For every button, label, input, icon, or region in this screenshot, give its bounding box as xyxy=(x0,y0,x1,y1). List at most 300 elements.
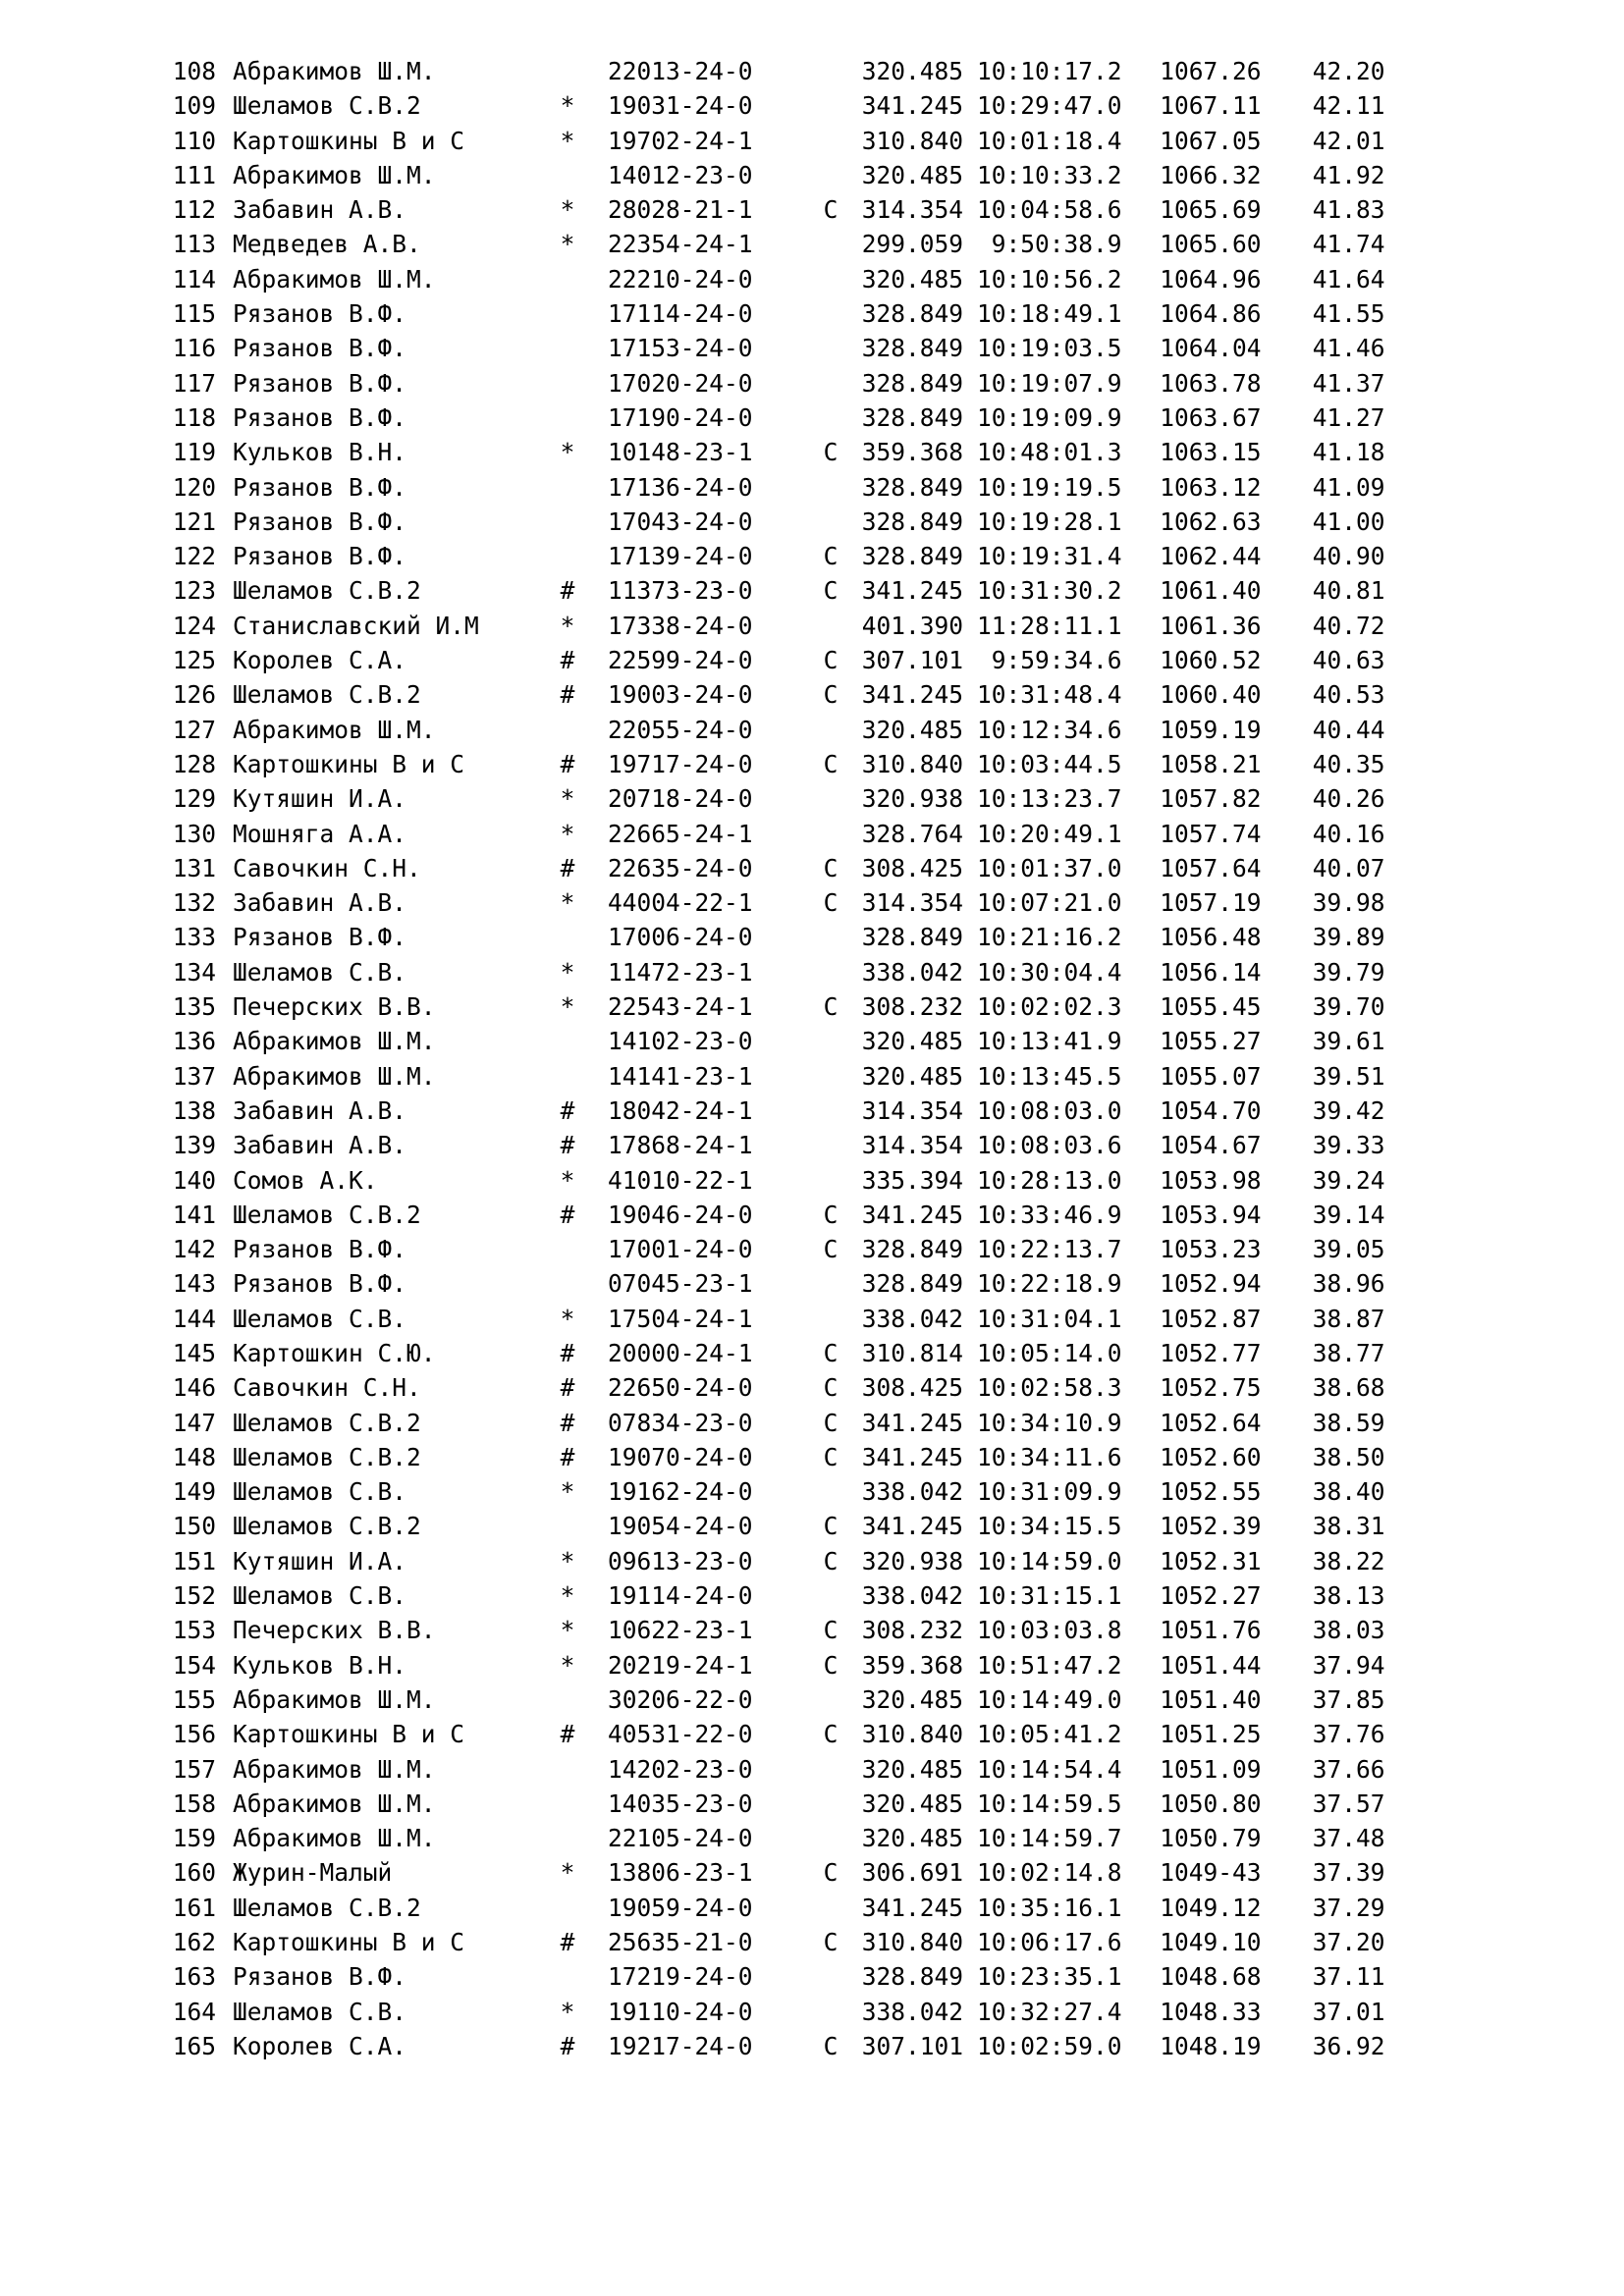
cell-mark: * xyxy=(560,1477,575,1507)
cell-speed: 1052.94 xyxy=(1160,1269,1262,1299)
cell-flag: C xyxy=(823,1442,839,1471)
cell-flag xyxy=(816,1163,845,1198)
cell-time: 10:01:18.4 xyxy=(977,126,1122,155)
cell-id: 14202-23-0 xyxy=(608,1754,753,1784)
cell-points: 38.68 xyxy=(1312,1373,1385,1403)
cell-id: 14012-23-0 xyxy=(608,160,753,189)
cell-flag xyxy=(816,1128,845,1162)
cell-mark: # xyxy=(560,1200,575,1229)
cell-rank: 114 xyxy=(172,264,216,294)
cell-speed: 1064.96 xyxy=(1160,264,1262,294)
cell-mark: * xyxy=(560,784,575,814)
cell-mark: * xyxy=(560,438,575,467)
cell-mark xyxy=(549,1232,586,1266)
cell-distance: 314.354 xyxy=(861,888,963,918)
cell-id: 40531-22-0 xyxy=(608,1720,753,1749)
cell-flag xyxy=(816,1094,845,1128)
cell-time: 10:01:37.0 xyxy=(977,853,1122,882)
cell-speed: 1052.39 xyxy=(1160,1512,1262,1541)
cell-distance: 307.101 xyxy=(861,646,963,675)
cell-speed: 1052.27 xyxy=(1160,1581,1262,1611)
cell-rank: 138 xyxy=(172,1095,216,1125)
cell-id: 17139-24-0 xyxy=(608,542,753,571)
cell-speed: 1055.45 xyxy=(1160,992,1262,1022)
table-row xyxy=(165,1578,1385,1613)
cell-speed: 1061.40 xyxy=(1160,576,1262,606)
cell-distance: 328.849 xyxy=(861,334,963,363)
cell-id: 10622-23-1 xyxy=(608,1616,753,1645)
cell-rank: 120 xyxy=(172,472,216,502)
cell-distance: 341.245 xyxy=(861,1408,963,1437)
cell-time: 10:31:48.4 xyxy=(977,680,1122,710)
cell-name: Печерских В.В. xyxy=(233,992,436,1022)
cell-distance: 314.354 xyxy=(861,1095,963,1125)
cell-rank: 146 xyxy=(172,1373,216,1403)
cell-points: 36.92 xyxy=(1312,2031,1385,2060)
table-row xyxy=(165,1336,1385,1370)
cell-distance: 359.368 xyxy=(861,438,963,467)
cell-id: 20000-24-1 xyxy=(608,1338,753,1367)
cell-name: Абракимов Ш.М. xyxy=(233,1789,436,1818)
cell-id: 19217-24-0 xyxy=(608,2031,753,2060)
cell-time: 10:14:59.5 xyxy=(977,1789,1122,1818)
cell-distance: 328.849 xyxy=(861,1235,963,1264)
cell-name: Абракимов Ш.М. xyxy=(233,264,436,294)
cell-flag xyxy=(816,88,845,123)
cell-rank: 157 xyxy=(172,1754,216,1784)
cell-id: 18042-24-1 xyxy=(608,1095,753,1125)
cell-points: 41.83 xyxy=(1312,195,1385,225)
cell-points: 42.01 xyxy=(1312,126,1385,155)
cell-distance: 338.042 xyxy=(861,1997,963,2026)
cell-id: 22105-24-0 xyxy=(608,1824,753,1853)
table-row xyxy=(165,1855,1385,1890)
cell-flag xyxy=(816,1266,845,1301)
cell-mark: * xyxy=(560,1650,575,1680)
cell-distance: 328.849 xyxy=(861,402,963,432)
cell-speed: 1055.07 xyxy=(1160,1061,1262,1091)
cell-id: 41010-22-1 xyxy=(608,1165,753,1195)
table-row xyxy=(165,1266,1385,1301)
cell-speed: 1057.64 xyxy=(1160,853,1262,882)
cell-name: Шеламов С.В.2 xyxy=(233,1512,421,1541)
cell-rank: 135 xyxy=(172,992,216,1022)
table-row xyxy=(165,643,1385,677)
cell-id: 17504-24-1 xyxy=(608,1304,753,1333)
cell-speed: 1063.12 xyxy=(1160,472,1262,502)
cell-time: 10:18:49.1 xyxy=(977,299,1122,329)
cell-rank: 150 xyxy=(172,1512,216,1541)
cell-points: 37.76 xyxy=(1312,1720,1385,1749)
cell-id: 17338-24-0 xyxy=(608,611,753,640)
cell-name: Рязанов В.Ф. xyxy=(233,299,407,329)
cell-rank: 129 xyxy=(172,784,216,814)
cell-rank: 140 xyxy=(172,1165,216,1195)
table-row xyxy=(165,331,1385,365)
table-row xyxy=(165,1752,1385,1787)
cell-mark xyxy=(549,366,586,400)
cell-points: 40.81 xyxy=(1312,576,1385,606)
table-row xyxy=(165,158,1385,192)
cell-points: 39.42 xyxy=(1312,1095,1385,1125)
table-row xyxy=(165,1959,1385,1994)
cell-rank: 165 xyxy=(172,2031,216,2060)
cell-distance: 338.042 xyxy=(861,1477,963,1507)
cell-rank: 115 xyxy=(172,299,216,329)
cell-rank: 116 xyxy=(172,334,216,363)
cell-time: 10:12:34.6 xyxy=(977,715,1122,744)
cell-flag xyxy=(816,1474,845,1509)
cell-name: Абракимов Ш.М. xyxy=(233,57,436,85)
cell-time: 9:50:38.9 xyxy=(991,230,1122,259)
cell-flag: C xyxy=(823,992,839,1022)
cell-rank: 153 xyxy=(172,1616,216,1645)
cell-mark xyxy=(549,331,586,365)
table-row xyxy=(165,400,1385,435)
cell-distance: 314.354 xyxy=(861,195,963,225)
cell-speed: 1051.25 xyxy=(1160,1720,1262,1749)
cell-distance: 341.245 xyxy=(861,576,963,606)
cell-distance: 341.245 xyxy=(861,1200,963,1229)
table-row xyxy=(165,505,1385,539)
table-row xyxy=(165,817,1385,851)
table-row xyxy=(165,1406,1385,1440)
cell-id: 20219-24-1 xyxy=(608,1650,753,1680)
cell-points: 37.39 xyxy=(1312,1858,1385,1888)
cell-name: Рязанов В.Ф. xyxy=(233,507,407,536)
cell-mark: * xyxy=(560,1616,575,1645)
cell-mark: # xyxy=(560,1408,575,1437)
cell-flag xyxy=(816,296,845,331)
cell-rank: 109 xyxy=(172,91,216,121)
cell-points: 42.20 xyxy=(1312,57,1385,85)
cell-name: Картошкины В и С xyxy=(233,1928,465,1957)
cell-name: Медведев А.В. xyxy=(233,230,421,259)
results-table xyxy=(165,54,1385,2063)
cell-id: 22635-24-0 xyxy=(608,853,753,882)
cell-id: 07834-23-0 xyxy=(608,1408,753,1437)
cell-name: Шеламов С.В.2 xyxy=(233,91,421,121)
cell-speed: 1049.12 xyxy=(1160,1893,1262,1922)
cell-rank: 125 xyxy=(172,646,216,675)
cell-speed: 1053.94 xyxy=(1160,1200,1262,1229)
cell-distance: 307.101 xyxy=(861,2031,963,2060)
cell-points: 37.94 xyxy=(1312,1650,1385,1680)
cell-speed: 1048.33 xyxy=(1160,1997,1262,2026)
cell-time: 10:02:14.8 xyxy=(977,1858,1122,1888)
cell-name: Забавин А.В. xyxy=(233,1095,407,1125)
cell-id: 17868-24-1 xyxy=(608,1131,753,1160)
cell-name: Абракимов Ш.М. xyxy=(233,1754,436,1784)
cell-distance: 341.245 xyxy=(861,91,963,121)
cell-speed: 1060.40 xyxy=(1160,680,1262,710)
cell-speed: 1067.26 xyxy=(1160,57,1262,85)
table-row xyxy=(165,1787,1385,1821)
cell-distance: 328.849 xyxy=(861,542,963,571)
cell-flag: C xyxy=(823,1235,839,1264)
table-row xyxy=(165,262,1385,296)
cell-name: Рязанов В.Ф. xyxy=(233,1269,407,1299)
cell-time: 10:14:54.4 xyxy=(977,1754,1122,1784)
table-row xyxy=(165,677,1385,712)
cell-rank: 143 xyxy=(172,1269,216,1299)
cell-speed: 1066.32 xyxy=(1160,160,1262,189)
table-row xyxy=(165,227,1385,261)
cell-time: 10:22:18.9 xyxy=(977,1269,1122,1299)
cell-speed: 1056.48 xyxy=(1160,923,1262,952)
cell-points: 37.85 xyxy=(1312,1684,1385,1714)
cell-distance: 308.232 xyxy=(861,992,963,1022)
cell-speed: 1057.82 xyxy=(1160,784,1262,814)
cell-rank: 151 xyxy=(172,1546,216,1575)
cell-mark xyxy=(549,1059,586,1094)
cell-rank: 164 xyxy=(172,1997,216,2026)
cell-id: 19031-24-0 xyxy=(608,91,753,121)
cell-flag xyxy=(816,124,845,158)
cell-id: 14035-23-0 xyxy=(608,1789,753,1818)
cell-speed: 1058.21 xyxy=(1160,749,1262,778)
table-row xyxy=(165,1232,1385,1266)
cell-time: 10:07:21.0 xyxy=(977,888,1122,918)
cell-id: 22543-24-1 xyxy=(608,992,753,1022)
cell-speed: 1067.11 xyxy=(1160,91,1262,121)
cell-points: 37.11 xyxy=(1312,1962,1385,1992)
cell-time: 10:02:59.0 xyxy=(977,2031,1122,2060)
cell-flag xyxy=(816,1995,845,2029)
cell-time: 10:34:15.5 xyxy=(977,1512,1122,1541)
cell-points: 38.87 xyxy=(1312,1304,1385,1333)
cell-speed: 1062.63 xyxy=(1160,507,1262,536)
cell-rank: 152 xyxy=(172,1581,216,1611)
cell-mark: * xyxy=(560,1581,575,1611)
cell-time: 10:32:27.4 xyxy=(977,1997,1122,2026)
cell-distance: 314.354 xyxy=(861,1131,963,1160)
cell-time: 10:48:01.3 xyxy=(977,438,1122,467)
cell-distance: 341.245 xyxy=(861,680,963,710)
cell-flag: C xyxy=(823,1200,839,1229)
cell-distance: 320.485 xyxy=(861,160,963,189)
cell-flag xyxy=(816,920,845,954)
cell-name: Рязанов В.Ф. xyxy=(233,402,407,432)
cell-points: 40.44 xyxy=(1312,715,1385,744)
cell-name: Станиславский И.М xyxy=(233,611,479,640)
cell-distance: 320.485 xyxy=(861,1754,963,1784)
cell-time: 10:05:14.0 xyxy=(977,1338,1122,1367)
cell-points: 40.16 xyxy=(1312,819,1385,848)
cell-mark xyxy=(549,470,586,505)
cell-mark: * xyxy=(560,819,575,848)
cell-points: 39.33 xyxy=(1312,1131,1385,1160)
cell-name: Шеламов С.В. xyxy=(233,1997,407,2026)
cell-points: 38.03 xyxy=(1312,1616,1385,1645)
cell-time: 10:02:58.3 xyxy=(977,1373,1122,1403)
cell-mark: # xyxy=(560,680,575,710)
cell-rank: 122 xyxy=(172,542,216,571)
table-row xyxy=(165,435,1385,469)
cell-points: 40.53 xyxy=(1312,680,1385,710)
cell-name: Савочкин С.Н. xyxy=(233,853,421,882)
cell-name: Забавин А.В. xyxy=(233,888,407,918)
table-row xyxy=(165,851,1385,885)
cell-speed: 1051.44 xyxy=(1160,1650,1262,1680)
table-row xyxy=(165,781,1385,816)
cell-rank: 124 xyxy=(172,611,216,640)
cell-flag xyxy=(816,227,845,261)
cell-time: 10:05:41.2 xyxy=(977,1720,1122,1749)
cell-distance: 328.849 xyxy=(861,923,963,952)
cell-distance: 308.232 xyxy=(861,1616,963,1645)
cell-time: 10:33:46.9 xyxy=(977,1200,1122,1229)
cell-mark: * xyxy=(560,126,575,155)
cell-id: 11373-23-0 xyxy=(608,576,753,606)
cell-flag xyxy=(816,1059,845,1094)
cell-flag: C xyxy=(823,1373,839,1403)
table-row xyxy=(165,1198,1385,1232)
cell-mark xyxy=(549,505,586,539)
cell-rank: 111 xyxy=(172,160,216,189)
table-row xyxy=(165,470,1385,505)
table-row xyxy=(165,713,1385,747)
cell-points: 37.01 xyxy=(1312,1997,1385,2026)
cell-id: 19114-24-0 xyxy=(608,1581,753,1611)
cell-rank: 156 xyxy=(172,1720,216,1749)
cell-rank: 137 xyxy=(172,1061,216,1091)
cell-name: Рязанов В.Ф. xyxy=(233,368,407,398)
cell-name: Кутяшин И.А. xyxy=(233,784,407,814)
cell-flag xyxy=(816,817,845,851)
cell-mark xyxy=(549,713,586,747)
cell-flag: C xyxy=(823,680,839,710)
table-row xyxy=(165,1613,1385,1647)
cell-distance: 306.691 xyxy=(861,1858,963,1888)
cell-rank: 123 xyxy=(172,576,216,606)
cell-distance: 335.394 xyxy=(861,1165,963,1195)
cell-time: 10:23:35.1 xyxy=(977,1962,1122,1992)
cell-mark xyxy=(549,1959,586,1994)
table-row xyxy=(165,955,1385,989)
cell-name: Печерских В.В. xyxy=(233,1616,436,1645)
cell-name: Забавин А.В. xyxy=(233,195,407,225)
cell-name: Шеламов С.В.2 xyxy=(233,680,421,710)
cell-distance: 338.042 xyxy=(861,1304,963,1333)
cell-rank: 134 xyxy=(172,957,216,987)
cell-time: 10:19:31.4 xyxy=(977,542,1122,571)
table-row xyxy=(165,1024,1385,1058)
table-row xyxy=(165,88,1385,123)
cell-id: 17020-24-0 xyxy=(608,368,753,398)
cell-speed: 1063.15 xyxy=(1160,438,1262,467)
cell-rank: 117 xyxy=(172,368,216,398)
cell-flag: C xyxy=(823,853,839,882)
table-row xyxy=(165,1995,1385,2029)
cell-id: 14102-23-0 xyxy=(608,1027,753,1056)
cell-name: Абракимов Ш.М. xyxy=(233,1824,436,1853)
table-row xyxy=(165,1059,1385,1094)
cell-points: 41.92 xyxy=(1312,160,1385,189)
cell-rank: 155 xyxy=(172,1684,216,1714)
cell-distance: 310.840 xyxy=(861,1720,963,1749)
cell-points: 41.09 xyxy=(1312,472,1385,502)
cell-name: Кульков В.Н. xyxy=(233,438,407,467)
cell-speed: 1057.74 xyxy=(1160,819,1262,848)
cell-speed: 1052.75 xyxy=(1160,1373,1262,1403)
cell-id: 19070-24-0 xyxy=(608,1442,753,1471)
cell-time: 10:13:23.7 xyxy=(977,784,1122,814)
cell-flag xyxy=(816,400,845,435)
cell-speed: 1062.44 xyxy=(1160,542,1262,571)
cell-time: 10:31:04.1 xyxy=(977,1304,1122,1333)
cell-time: 10:08:03.0 xyxy=(977,1095,1122,1125)
cell-time: 10:35:16.1 xyxy=(977,1893,1122,1922)
cell-name: Картошкины В и С xyxy=(233,1720,465,1749)
cell-flag: C xyxy=(823,1720,839,1749)
cell-flag xyxy=(816,54,845,88)
cell-rank: 149 xyxy=(172,1477,216,1507)
cell-time: 10:13:41.9 xyxy=(977,1027,1122,1056)
cell-id: 17190-24-0 xyxy=(608,402,753,432)
cell-points: 40.90 xyxy=(1312,542,1385,571)
cell-name: Журин-Малый xyxy=(233,1858,393,1888)
cell-speed: 1063.67 xyxy=(1160,402,1262,432)
cell-id: 13806-23-1 xyxy=(608,1858,753,1888)
cell-id: 22599-24-0 xyxy=(608,646,753,675)
cell-rank: 121 xyxy=(172,507,216,536)
cell-rank: 144 xyxy=(172,1304,216,1333)
cell-mark xyxy=(549,1266,586,1301)
cell-points: 40.35 xyxy=(1312,749,1385,778)
table-row xyxy=(165,1302,1385,1336)
cell-flag: C xyxy=(823,888,839,918)
cell-flag xyxy=(816,1959,845,1994)
cell-distance: 310.840 xyxy=(861,1928,963,1957)
cell-name: Королев С.А. xyxy=(233,646,407,675)
cell-speed: 1064.86 xyxy=(1160,299,1262,329)
cell-points: 41.55 xyxy=(1312,299,1385,329)
cell-rank: 128 xyxy=(172,749,216,778)
cell-id: 19110-24-0 xyxy=(608,1997,753,2026)
cell-rank: 161 xyxy=(172,1893,216,1922)
cell-mark xyxy=(549,1752,586,1787)
cell-name: Рязанов В.Ф. xyxy=(233,334,407,363)
cell-speed: 1052.64 xyxy=(1160,1408,1262,1437)
cell-rank: 163 xyxy=(172,1962,216,1992)
cell-id: 22354-24-1 xyxy=(608,230,753,259)
cell-rank: 159 xyxy=(172,1824,216,1853)
cell-mark xyxy=(549,1787,586,1821)
cell-id: 19046-24-0 xyxy=(608,1200,753,1229)
cell-flag xyxy=(816,1752,845,1787)
cell-mark xyxy=(549,400,586,435)
cell-id: 10148-23-1 xyxy=(608,438,753,467)
cell-points: 38.40 xyxy=(1312,1477,1385,1507)
cell-mark: # xyxy=(560,853,575,882)
cell-flag xyxy=(816,1302,845,1336)
cell-time: 10:29:47.0 xyxy=(977,91,1122,121)
cell-distance: 359.368 xyxy=(861,1650,963,1680)
cell-distance: 341.245 xyxy=(861,1893,963,1922)
cell-name: Абракимов Ш.М. xyxy=(233,1061,436,1091)
cell-id: 11472-23-1 xyxy=(608,957,753,987)
cell-id: 17001-24-0 xyxy=(608,1235,753,1264)
cell-points: 37.29 xyxy=(1312,1893,1385,1922)
cell-name: Рязанов В.Ф. xyxy=(233,542,407,571)
cell-mark: * xyxy=(560,1546,575,1575)
cell-distance: 341.245 xyxy=(861,1512,963,1541)
cell-name: Забавин А.В. xyxy=(233,1131,407,1160)
table-row xyxy=(165,1094,1385,1128)
table-row xyxy=(165,54,1385,88)
cell-id: 17219-24-0 xyxy=(608,1962,753,1992)
